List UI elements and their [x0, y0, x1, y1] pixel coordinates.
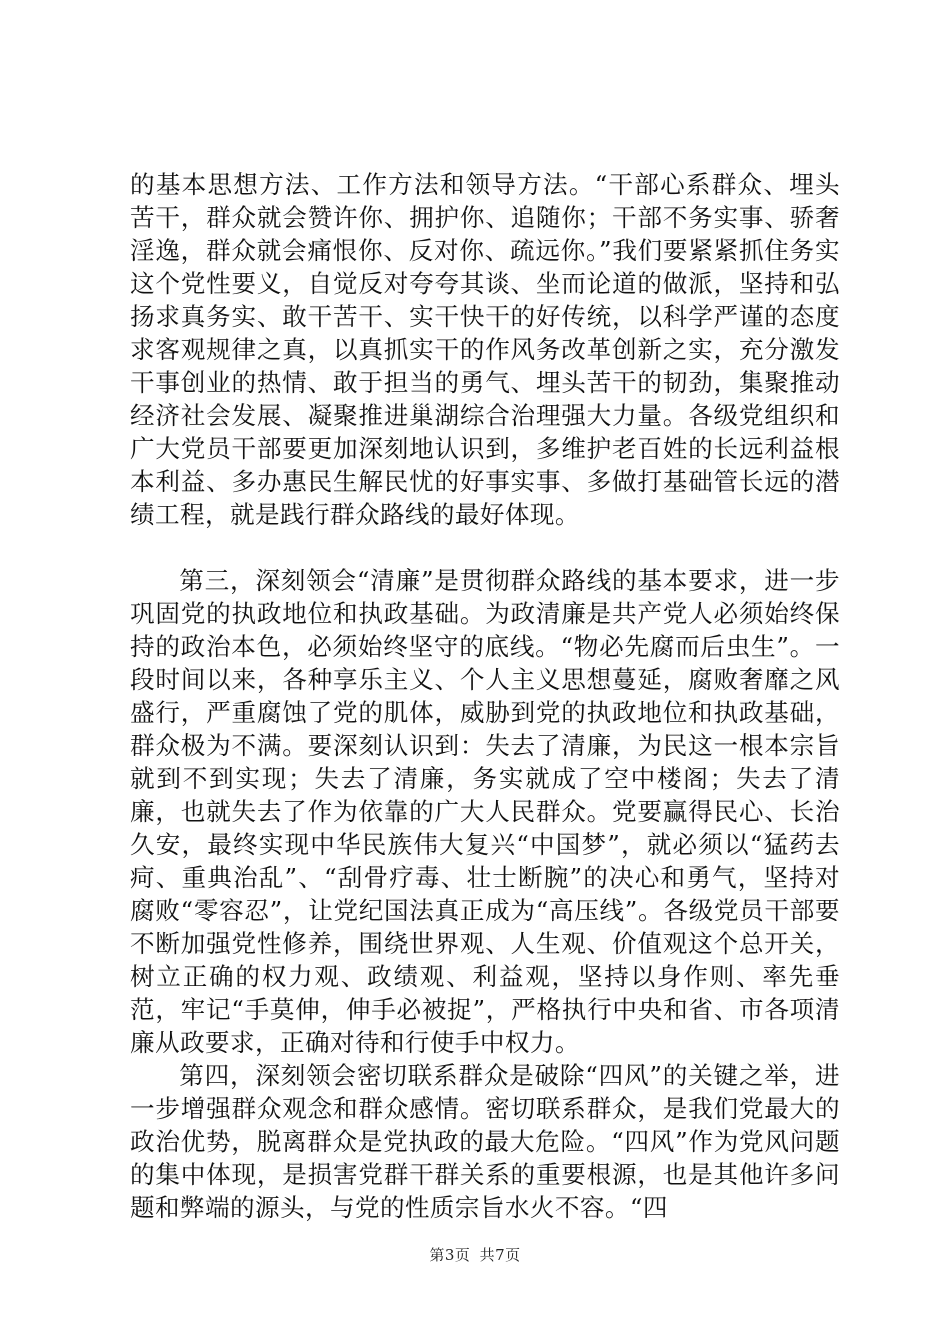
document-body [130, 168, 840, 1224]
paragraph-2: 第三，深刻领会“清廉”是贯彻群众路线的基本要求，进一步巩固党的执政地位和执政基础。为政清廉是共产党人必须始终保持的政治本色，必须始终坚守的底线。“物必先腐而后虫生”。一段时间以来，各种享乐主义、个人主义思想蔓延，腐败奢靡之风盛行，严重腐蚀了党的肌体，威胁到党的执政地位和执政基础，群众极为不满。要深刻认识到：失去了清廉，为民这一根本宗旨就到不到实现；失去了清廉，务实就成了空中楼阁；失去了清廉，也就失去了作为依靠的广大人民群众。党要赢得民心、长治久安，最终实现中华民族伟大复兴“中国梦”，就必须以“猛药去疴、重典治乱”、“刮骨疗毒、壮士断腕”的决心和勇气，坚持对腐败“零容忍”，让党纪国法真正成为“高压线”。各级党员干部要不断加强党性修养，围绕世界观、人生观、价值观这个总开关，树立正确的权力观、政绩观、利益观，坚持以身作则、率先垂范，牢记“手莫伸，伸手必被捉”，严格执行中央和省、市各项清廉从政要求，正确对待和行使手中权力。 [130, 566, 840, 1057]
paragraph-1: 的基本思想方法、工作方法和领导方法。“干部心系群众、埋头苦干，群众就会赞许你、拥护你、追随你；干部不务实事、骄奢淫逸，群众就会痛恨你、反对你、疏远你。”我们要紧紧抓住务实这个党性要义，自觉反对夸夸其谈、坐而论道的做派，坚持和弘扬求真务实、敢干苦干、实干快干的好传统，以科学严谨的态度求客观规律之真，以真抓实干的作风务改革创新之实，充分激发干事创业的热情、敢于担当的勇气、埋头苦干的韧劲，集聚推动经济社会发展、凝聚推进巢湖综合治理强大力量。各级党组织和广大党员干部要更加深刻地认识到，多维护老百姓的长远利益根本利益、多办惠民生解民忧的好事实事、多做打基础管长远的潜绩工程，就是践行群众路线的最好体现。 [130, 170, 840, 529]
page-footer [0, 1244, 950, 1265]
page-number: 第3页 [429, 1246, 471, 1264]
page-total: 共7页 [479, 1246, 521, 1264]
paragraph-3: 第四，深刻领会密切联系群众是破除“四风”的关键之举，进一步增强群众观念和群众感情。密切联系群众，是我们党最大的政治优势，脱离群众是党执政的最大危险。“四风”作为党风问题的集中体现，是损害党群干群关系的重要根源，也是其他许多问题和弊端的源头，与党的性质宗旨水火不容。“四 [130, 1061, 840, 1222]
